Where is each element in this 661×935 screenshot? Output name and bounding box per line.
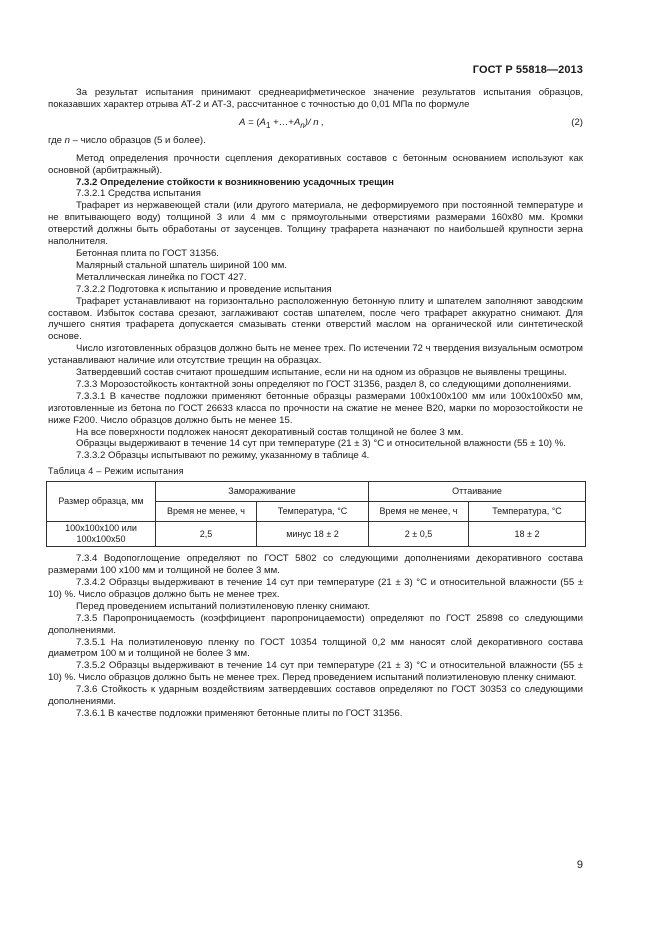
table-cell: 2 ± 0,5 <box>369 522 469 547</box>
where-symbol: n <box>64 134 71 146</box>
paragraph: Перед проведением испытаний полиэтиленовую пленку снимают. <box>76 600 371 612</box>
table-title: Таблица 4 – Режим испытания <box>48 466 184 477</box>
paragraph: Затвердевший состав считают прошедшим испытание, если ни на одном из образцов не выявлены трещины. <box>76 367 567 379</box>
paragraph: 7.3.4 Водопоглощение определяют по ГОСТ 5802 со следующими дополнениями декоративного состава размерами 100 х100 мм и толщиной не более 3 мм. <box>48 553 583 577</box>
paragraph: Трафарет из нержавеющей стали (или другого материала, не деформируемого при постоянной температуре и не впитывающего воду) толщиной 3 или 4 мм с прямоугольными отверстиями размерами 160х80 мм. Кромки отверстий должны быть обработаны от заусенцев. Толщину трафарета назначают по наибольшей крупности зерна наполнителя. <box>48 200 583 248</box>
table-cell-size: 100х100х100 или 100х100х50 <box>47 522 156 547</box>
formula-symbol: A <box>239 116 246 128</box>
paragraph: 7.3.3.2 Образцы испытывают по режиму, указанному в таблице 4. <box>76 450 370 462</box>
paragraph: Метод определения прочности сцепления декоративных составов с бетонным основанием используют как основной (арбитражный). <box>48 152 583 176</box>
paragraph: Трафарет устанавливают на горизонтально расположенную бетонную плиту и шпателем заполняют заводским составом. Избыток состава срезают, заглаживают состав шпателем, после чего трафарет аккуратно снимают. Для лучшего снятия трафарета допускается смазывать стенки отверстий маслом на органической или синтетической основе. <box>48 295 583 343</box>
paragraph: 7.3.4.2 Образцы выдерживают в течение 14 сут при температуре (21 ± 3) °С и относительной влажности (55 ± 10) %. Число образцов должно быть не менее трех. <box>48 577 583 600</box>
section-heading: 7.3.2 Определение стойкости к возникновению усадочных трещин <box>76 176 394 188</box>
paragraph: 7.3.3.1 В качестве подложки применяют бетонные образцы размерами 100х100х100 мм или 100х100х50 мм, изготовленные из бетона по ГОСТ 26633 класса по прочности на сжатие не менее В20, марки по морозостойкости не ниже F200. Число образцов должно быть не менее 15. <box>48 390 583 426</box>
paragraph: 7.3.2.1 Средства испытания <box>76 188 201 200</box>
test-mode-table <box>46 481 586 547</box>
table-cell: 18 ± 2 <box>469 522 586 547</box>
paragraph: Бетонная плита по ГОСТ 31356. <box>76 247 219 259</box>
table-header-size: Размер образца, мм <box>47 482 156 522</box>
formula-symbol: A <box>293 116 301 128</box>
table-subheader-temp: Температура, °С <box>257 502 369 522</box>
table-header-thaw: Оттаивание <box>369 482 586 502</box>
paragraph: 7.3.5.2 Образцы выдерживают в течение 14 сут при температуре (21 ± 3) °С и относительной влажности (55 ± 10) %. Число образцов должно быть не менее трех. Перед проведением испытаний полиэтиленовую пленку снимают. <box>48 660 583 684</box>
table-cell: 2,5 <box>156 522 257 547</box>
formula <box>239 117 324 132</box>
paragraph: 7.3.6 Стойкость к ударным воздействиям затвердевших составов определяют по ГОСТ 30353 со следующими дополнениями. <box>48 684 583 708</box>
page-content <box>48 87 583 720</box>
paragraph: Число изготовленных образцов должно быть не менее трех. По истечении 72 ч твердения визуальным осмотром устанавливают наличие или отсутствие трещин на образцах. <box>48 343 583 367</box>
formula-symbol: A <box>259 116 266 128</box>
paragraph: Малярный стальной шпатель шириной 100 мм. <box>76 259 287 271</box>
formula-part: = ( <box>245 116 260 128</box>
table-subheader-time: Время не менее, ч <box>156 502 257 522</box>
formula-part: )/ n , <box>304 116 324 128</box>
table-subheader-temp: Температура, °С <box>469 502 586 522</box>
where-prefix: где <box>48 134 65 146</box>
formula-explanation <box>48 135 583 147</box>
formula-subscript: 1 <box>265 120 271 130</box>
equation-number: (2) <box>571 116 583 128</box>
page-number: 9 <box>576 859 583 871</box>
standard-header: ГОСТ Р 55818—2013 <box>472 64 583 76</box>
table-header-freeze: Замораживание <box>156 482 369 502</box>
formula-subscript: n <box>300 120 305 130</box>
paragraph: За результат испытания принимают среднеарифметическое значение результатов испытания образцов, показавших характер отрыва АТ-2 и АТ-3, рассчитанное с точностью до 0,01 МПа по формуле <box>48 87 583 110</box>
formula-row <box>48 117 583 130</box>
paragraph: 7.3.2.2 Подготовка к испытанию и проведение испытания <box>76 283 332 295</box>
paragraph: 7.3.3 Морозостойкость контактной зоны определяют по ГОСТ 31356, раздел 8, со следующими дополнениями. <box>76 378 572 390</box>
formula-part: +…+ <box>270 116 294 128</box>
paragraph: На все поверхности подложек наносят декоративный состав толщиной не более 3 мм. <box>76 426 464 438</box>
where-text: – число образцов (5 и более). <box>70 134 206 146</box>
paragraph: Металлическая линейка по ГОСТ 427. <box>76 271 247 283</box>
paragraph: 7.3.5 Паропроницаемость (коэффициент паропроницаемости) определяют по ГОСТ 25898 со следующими дополнениями. <box>48 612 583 636</box>
table-subheader-time: Время не менее, ч <box>369 502 469 522</box>
paragraph: 7.3.6.1 В качестве подложки применяют бетонные плиты по ГОСТ 31356. <box>76 707 403 719</box>
paragraph: Образцы выдерживают в течение 14 сут при температуре (21 ± 3) °С и относительной влажности (55 ± 10) %. <box>76 438 566 450</box>
table-cell: минус 18 ± 2 <box>257 522 369 547</box>
paragraph: 7.3.5.1 На полиэтиленовую пленку по ГОСТ 10354 толщиной 0,2 мм наносят слой декоративного состава диаметром 100 м и толщиной не более 3 мм. <box>48 636 583 660</box>
